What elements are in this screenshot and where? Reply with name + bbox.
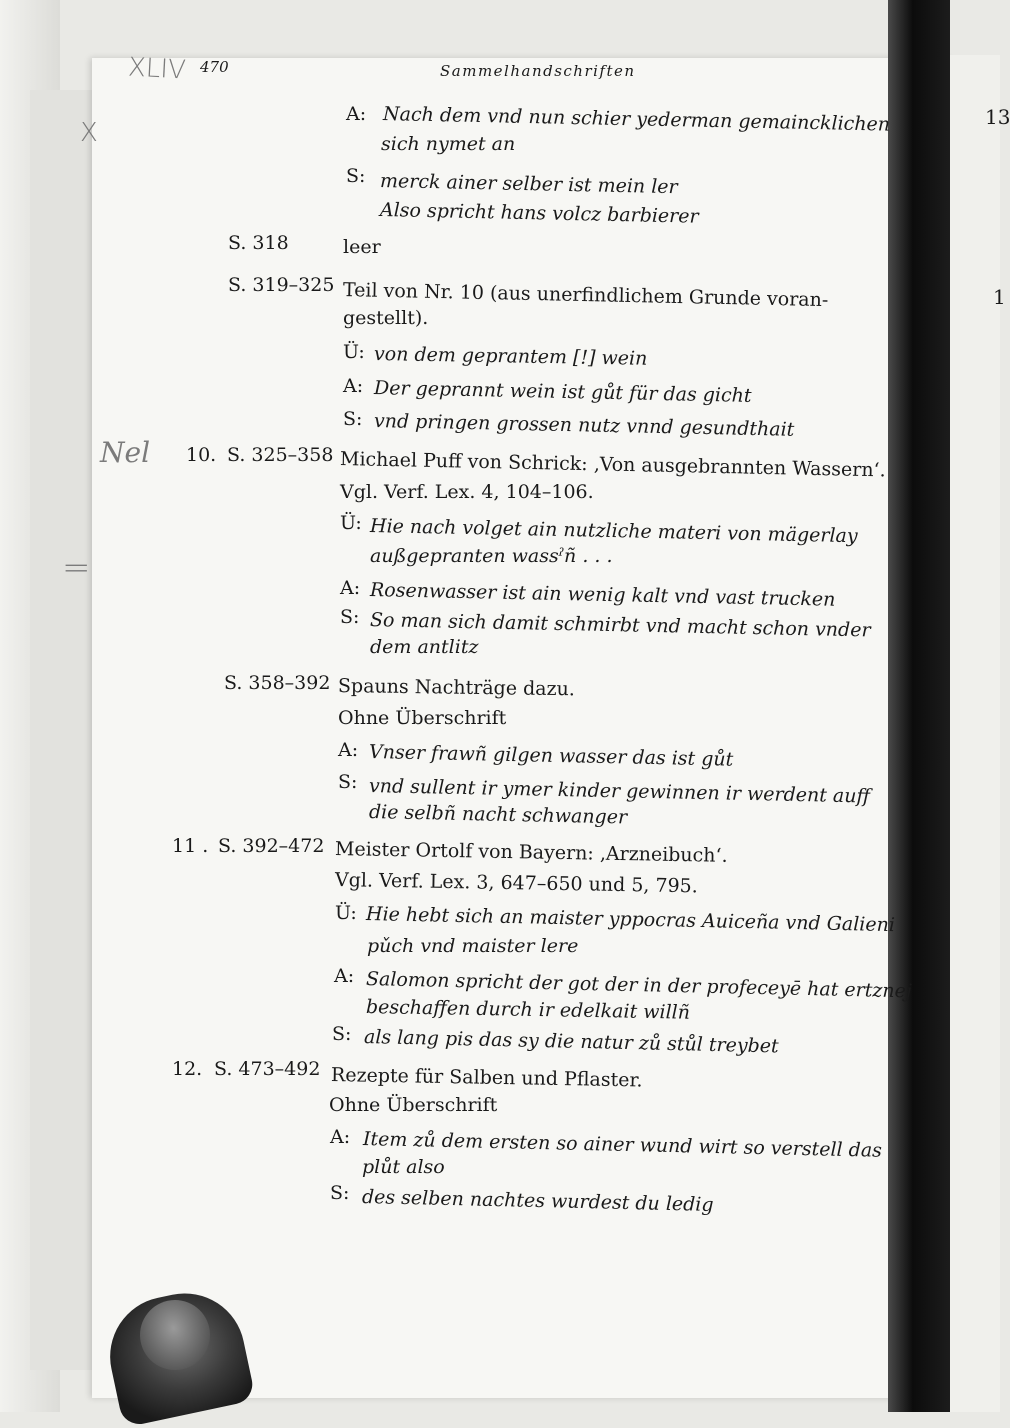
explicit-text: des selben nachtes wurdest du ledig [361,1186,714,1216]
incipit-text-cont: sich nymet an [381,133,516,155]
entry-number: 11 . [172,835,209,857]
entry-text: Spauns Nachträge dazu. [337,675,576,701]
title-text: von dem geprantem [!] wein [373,343,648,370]
page-number: 470 [200,58,229,76]
page-reference: S. 358–392 [224,672,331,694]
explicit-text: So man sich damit schmirbt vnd macht schon vnder [369,609,871,642]
entry-number: 10. [186,444,217,466]
explicit-text: merck ainer selber ist mein ler [379,170,678,199]
incipit-text-cont: plůt also [362,1156,445,1178]
entry-text: Michael Puff von Schrick: ‚Von ausgebrannten Wassern‘. [339,448,886,482]
explicit-text-cont: Also spricht hans volcz barbierer [379,199,699,228]
title-label: Ü: [343,341,365,363]
entry-text-cont: Ohne Überschrift [338,707,507,729]
facing-page-number: 13 [985,105,1010,129]
explicit-text: als lang pis das sy die natur zů stůl treybet [363,1026,779,1058]
explicit-label: S: [346,165,366,187]
page-reference: S. 325–358 [227,444,334,466]
entry-text: Meister Ortolf von Bayern: ‚Arzneibuch‘. [334,838,728,867]
title-text: Hie nach volget ain nutzliche materi von mägerlay [369,515,858,548]
facing-page-edge [950,55,1000,1412]
explicit-label: S: [340,606,360,628]
entry-text: leer [343,236,381,258]
incipit-label: A: [346,103,367,125]
incipit-text: Vnser frawñ gilgen wasser das ist gůt [368,741,734,771]
incipit-label: A: [334,965,355,987]
entry-text-cont: gestellt). [343,307,429,329]
explicit-text-cont: dem antlitz [370,636,479,658]
explicit-label: S: [332,1023,352,1045]
explicit-label: S: [338,771,358,793]
pencil-cross: X [80,118,98,148]
page-reference: S. 318 [228,232,289,254]
explicit-label: S: [343,408,363,430]
title-text-cont: außgepranten wassˀñ . . . [370,545,613,567]
incipit-text: Der geprannt wein ist gůt für das gicht [373,377,752,407]
explicit-text: vnd pringen grossen nutz vnnd gesundthait [373,410,795,441]
incipit-text: Nach dem vnd nun schier yederman gemaincklichen [382,103,891,136]
pencil-note-nel: Nel [100,436,151,469]
page-reference: S. 319–325 [228,274,335,296]
pencil-double-line: = [62,548,91,588]
underlying-page [30,90,100,1370]
incipit-label: A: [340,577,361,599]
entry-text-cont: Vgl. Verf. Lex. 3, 647–650 und 5, 795. [334,869,698,898]
explicit-text: vnd sullent ir ymer kinder gewinnen ir werdent auff [368,775,871,808]
entry-text: Rezepte für Salben und Pflaster. [330,1064,643,1092]
pencil-catalog-mark: XLIV [127,52,187,86]
running-title: Sammelhandschriften [440,62,636,80]
explicit-text-cont: die selbñ nacht schwanger [368,801,628,829]
page-reference: S. 473–492 [214,1058,321,1080]
book-spine [888,0,950,1412]
page-reference: S. 392–472 [218,835,325,857]
incipit-text: Rosenwasser ist ain wenig kalt vnd vast trucken [369,579,836,611]
title-text: Hie hebt sich an maister yppocras Auiceña vnd Galieni [365,903,896,937]
incipit-text: Item zů dem ersten so ainer wund wirt so verstell das [362,1128,883,1162]
incipit-text-cont: beschaffen durch ir edelkait willñ [365,996,691,1024]
facing-page-fragment: 1 [993,285,1006,309]
explicit-label: S: [330,1182,350,1204]
entry-text: Teil von Nr. 10 (aus unerfindlichem Grunde voran- [342,279,829,312]
incipit-label: A: [330,1126,351,1148]
entry-text-cont: Vgl. Verf. Lex. 4, 104–106. [340,481,594,503]
incipit-text: Salomon spricht der got der in der profeceyē hat ertznej [365,968,912,1003]
incipit-label: A: [343,375,364,397]
entry-number: 12. [172,1058,203,1080]
incipit-label: A: [338,739,359,761]
title-label: Ü: [335,902,357,924]
entry-text-cont: Ohne Überschrift [329,1094,498,1116]
title-text-cont: pǔch vnd maister lere [367,935,579,957]
title-label: Ü: [340,512,362,534]
